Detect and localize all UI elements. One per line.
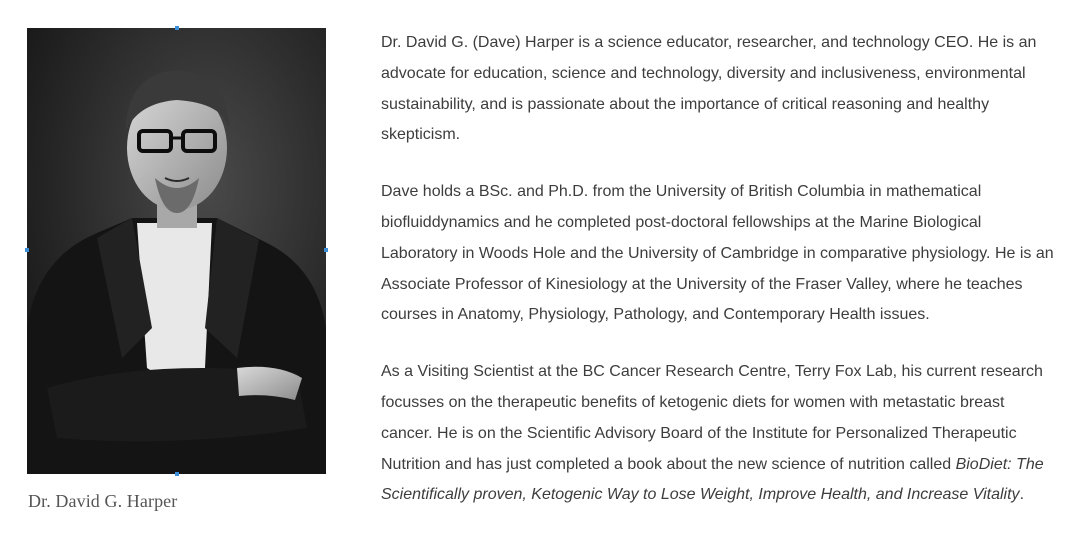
book-title: BioDiet: The Scientifically proven, Ketogenic Way to Lose Weight, Improve Health, and Increase Vitality: [381, 455, 1044, 504]
bio-paragraph-1: Dr. David G. (Dave) Harper is a science educator, researcher, and technology CEO. He is an advocate for education, science and technology, diversity and inclusiveness, environmental sustainability, and is passionate about the importance of critical reasoning and healthy skepticism.: [381, 34, 1037, 144]
portrait-illustration: [27, 28, 326, 474]
bio-paragraph-3-text: As a Visiting Scientist at the BC Cancer Research Centre, Terry Fox Lab, his current research focusses on the therapeutic benefits of ketogenic diets for women with metastatic breast cancer. He is on the Scientific Advisory Board of the Institute for Personalized Therapeutic Nutrition and has just completed a book about the new science of nutrition called: [381, 363, 1043, 473]
bio-text: [381, 28, 1056, 537]
selection-handle-top[interactable]: [175, 26, 179, 30]
photo-caption: Dr. David G. Harper: [28, 491, 178, 511]
bio-paragraph-3: [381, 357, 1056, 511]
selection-handle-left[interactable]: [25, 248, 29, 252]
portrait-photo[interactable]: [27, 28, 326, 474]
selection-handle-bottom[interactable]: [175, 472, 179, 476]
bio-paragraph-3-end: .: [1019, 486, 1025, 504]
bio-paragraph-2: Dave holds a BSc. and Ph.D. from the University of British Columbia in mathematical biofluiddynamics and he completed post-doctoral fellowships at the Marine Biological Laboratory in Woods Hole and the University of Cambridge in comparative physiology. He is an Associate Professor of Kinesiology at the University of the Fraser Valley, where he teaches courses in Anatomy, Physiology, Pathology, and Contemporary Health issues.: [381, 183, 1054, 324]
selection-handle-right[interactable]: [324, 248, 328, 252]
